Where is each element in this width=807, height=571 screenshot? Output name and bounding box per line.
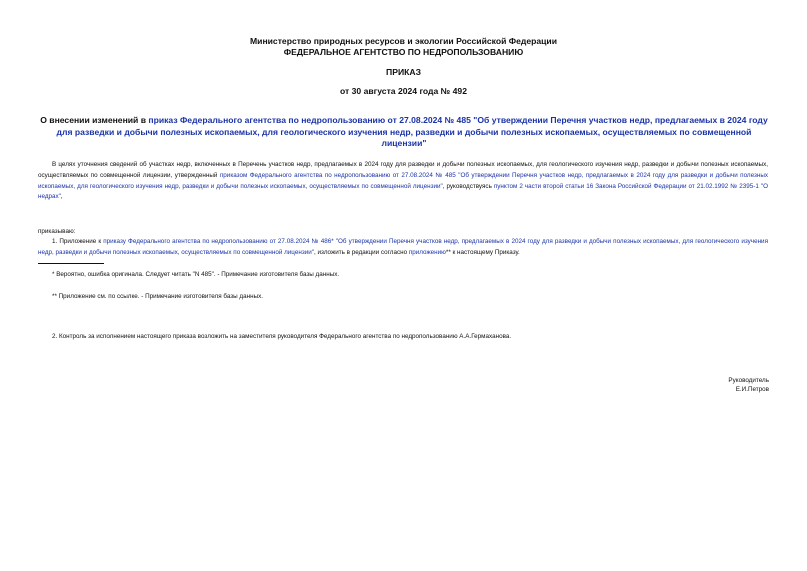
preamble-text-b: , руководствуясь xyxy=(442,182,494,190)
footnote-divider xyxy=(38,263,104,264)
clause-1-text-a: 1. Приложение к xyxy=(52,238,104,245)
signature-name: Е.И.Петров xyxy=(735,386,769,393)
clause-1-text-b: , изложить в редакции согласно xyxy=(313,248,409,256)
document-type: ПРИКАЗ xyxy=(386,67,421,77)
clause-1-text-c: ** к настоящему Приказу. xyxy=(445,248,520,256)
title-prefix: О внесении изменений в xyxy=(40,115,149,125)
preamble-text-c: , xyxy=(60,193,63,201)
order-word: приказываю: xyxy=(38,228,76,235)
order-485-link[interactable]: приказом Федерального агентства по недропользованию от 27.08.2024 № 485 "Об утверждении Перечня участков недр, предлагаемых в 2024 году для разведки и добычи полезных ископаемых, для геологического изучения недр, разведки и добычи полезных ископаемых, осуществляемых по совмещенной лицензии" xyxy=(38,171,769,190)
document-date: от 30 августа 2024 года № 492 xyxy=(340,86,467,96)
document-title xyxy=(34,115,774,150)
clause-1 xyxy=(38,237,768,259)
title-order-link[interactable]: приказ Федерального агентства по недропользованию от 27.08.2024 № 485 "Об утверждении Перечня участков недр, предлагаемых в 2024 году для разведки и добычи полезных ископаемых, для геологического изучения недр, разведки и добычи полезных ископаемых, осуществляемых по совмещенной лицензии" xyxy=(56,115,768,148)
preamble-text-a: В целях уточнения сведений об участках недр, включенных в Перечень участков недр, предлагаемых в 2024 году для разведки и добычи полезных ископаемых, для геологического изучения недр, разведки и добычи полезных ископаемых, осуществляемых по совмещенной лицензии, утвержденный xyxy=(38,161,768,179)
agency-name: ФЕДЕРАЛЬНОЕ АГЕНТСТВО ПО НЕДРОПОЛЬЗОВАНИЮ xyxy=(283,47,524,57)
order-486-link[interactable]: приказу Федерального агентства по недропользованию от 27.08.2024 № 486* "Об утверждении Перечня участков недр, предлагаемых в 2024 году для разведки и добычи полезных ископаемых, для геологического изучения недр, разведки и добычи полезных ископаемых, осуществляемых по совмещенной лицензии" xyxy=(38,238,768,256)
appendix-link[interactable]: приложению xyxy=(408,248,446,256)
ministry-name: Министерство природных ресурсов и экологии Российской Федерации xyxy=(250,36,557,46)
signature-position: Руководитель xyxy=(728,377,769,384)
footnote-1: * Вероятно, ошибка оригинала. Следует читать "N 485". - Примечание изготовителя базы данных. xyxy=(52,271,340,278)
preamble-paragraph xyxy=(38,160,768,203)
clause-2: 2. Контроль за исполнением настоящего приказа возложить на заместителя руководителя Федерального агентства по недропользованию А.А.Гермаханова. xyxy=(52,333,512,340)
footnote-2: ** Приложение см. по ссылке. - Примечание изготовителя базы данных. xyxy=(52,293,263,300)
law-link[interactable]: пунктом 2 части второй статьи 16 Закона Российской Федерации от 21.02.1992 № 2395-1 "О недрах" xyxy=(38,182,769,201)
